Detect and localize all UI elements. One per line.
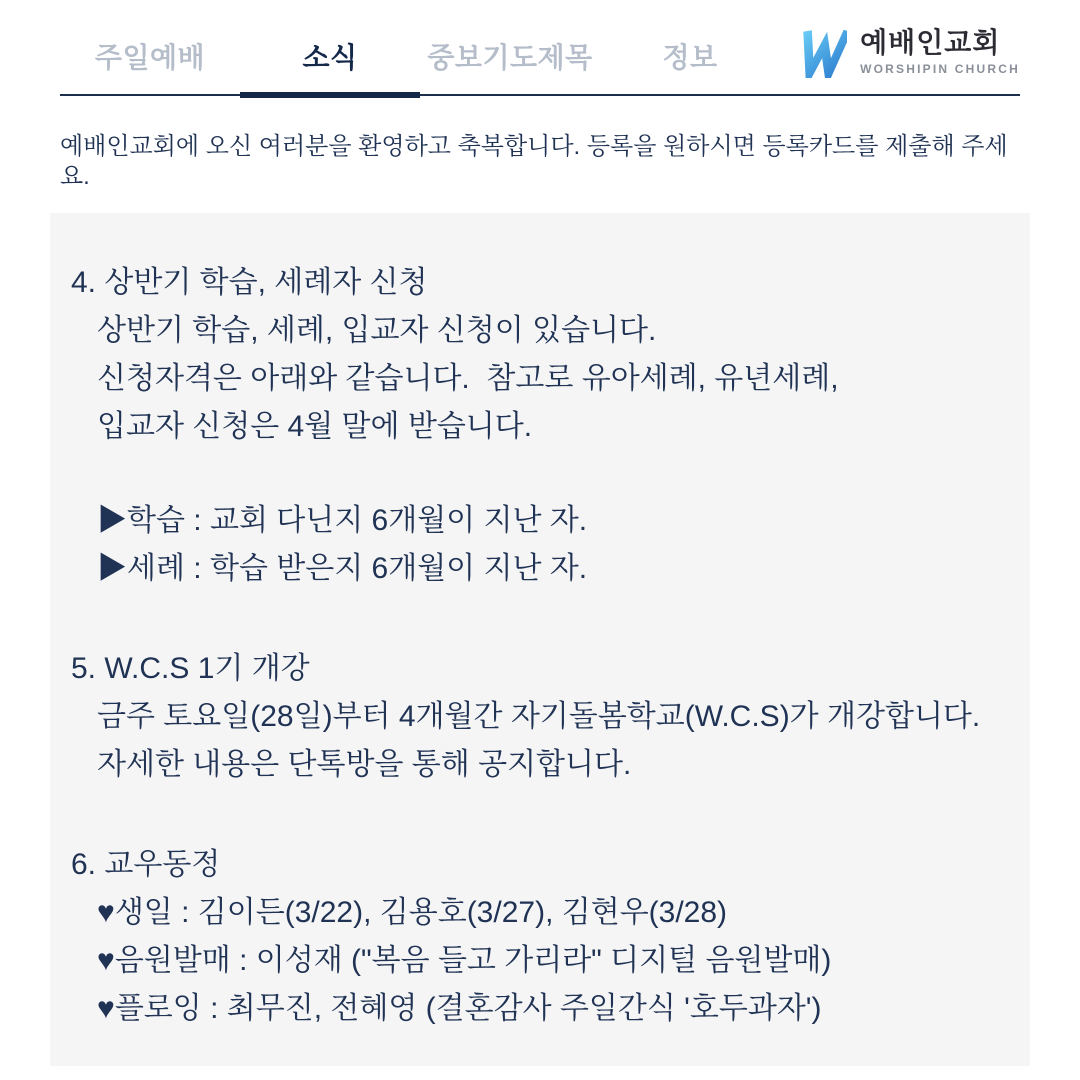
content-line: ▶학습 : 교회 다닌지 6개월이 지난 자. xyxy=(97,504,588,537)
announcement-section xyxy=(71,259,1006,593)
content-line: ♥생일 : 김이든(3/22), 김용호(3/27), 김현우(3/28) xyxy=(97,896,728,929)
content-line: ♥음원발매 : 이성재 ("복음 들고 가리라" 디지털 음원발매) xyxy=(97,944,832,977)
content-line: 자세한 내용은 단톡방을 통해 공지합니다. xyxy=(97,748,632,781)
tab-bar xyxy=(60,18,780,94)
top-navigation xyxy=(60,0,1020,96)
tab-intercessory-prayer[interactable]: 중보기도제목 xyxy=(427,42,593,73)
content-line: ♥플로잉 : 최무진, 전혜영 (결혼감사 주일간식 '호두과자') xyxy=(97,992,822,1025)
logo-text xyxy=(860,28,1020,76)
church-logo xyxy=(797,26,1020,86)
announcement-section xyxy=(71,841,1006,1033)
announcement-section xyxy=(71,645,1006,789)
tab-info[interactable]: 정보 xyxy=(662,42,718,73)
section-title: 6. 교우동정 xyxy=(71,848,221,881)
content-line: 신청자격은 아래와 같습니다. 참고로 유아세례, 유년세례, xyxy=(97,362,839,395)
tab-sunday-worship[interactable]: 주일예배 xyxy=(94,42,206,73)
logo-church-name: 예배인교회 xyxy=(860,27,1001,58)
content-line: 상반기 학습, 세례, 입교자 신청이 있습니다. xyxy=(97,314,657,347)
content-line: 금주 토요일(28일)부터 4개월간 자기돌봄학교(W.C.S)가 개강합니다. xyxy=(97,700,981,733)
line-spacer xyxy=(71,451,1006,497)
content-line: 입교자 신청은 4월 말에 받습니다. xyxy=(97,410,533,443)
welcome-message: 예배인교회에 오신 여러분을 환영하고 축복합니다. 등록을 원하시면 등록카드를 제출해 주세요. xyxy=(60,133,1008,190)
announcements-panel xyxy=(50,213,1030,1066)
content-line: ▶세례 : 학습 받은지 6개월이 지난 자. xyxy=(97,552,588,585)
section-title: 5. W.C.S 1기 개강 xyxy=(71,652,310,685)
section-title: 4. 상반기 학습, 세례자 신청 xyxy=(71,266,428,299)
logo-w-icon xyxy=(797,26,847,78)
logo-church-name-en: WORSHIPIN CHURCH xyxy=(860,62,1020,76)
tab-news[interactable]: 소식 xyxy=(240,18,420,94)
